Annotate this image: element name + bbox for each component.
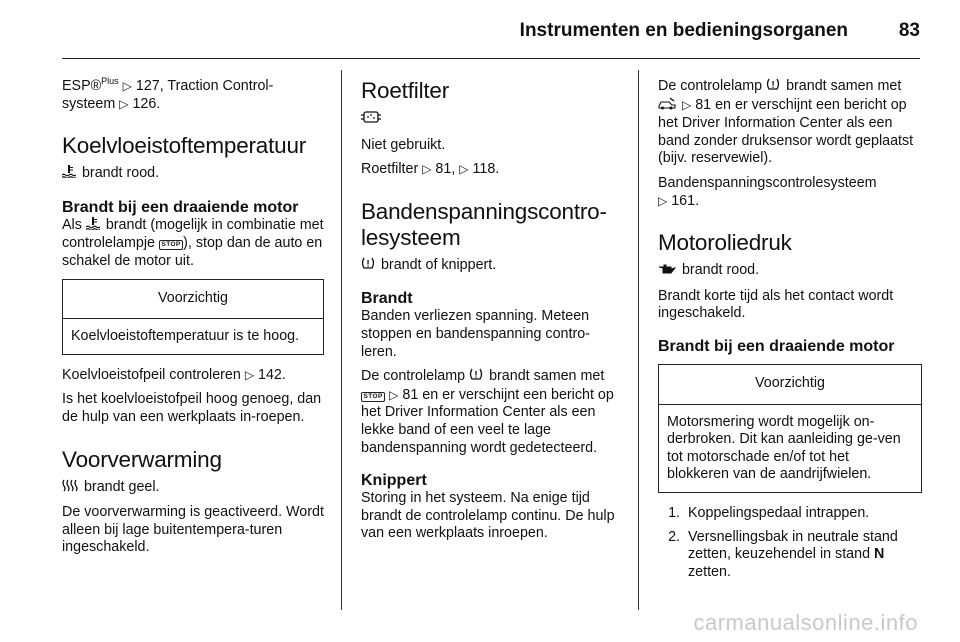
column-middle xyxy=(361,78,623,550)
oil-heading: Motoroliedruk xyxy=(658,230,792,256)
filter-icon-line xyxy=(361,110,623,130)
oil-steps-list xyxy=(658,505,922,581)
tire-pressure-icon xyxy=(766,78,780,97)
coolant-temperature-icon xyxy=(86,217,100,236)
esp-text-rest: 127, Traction Control-systeem xyxy=(62,78,274,112)
tpms-lamp-line xyxy=(361,257,623,276)
filter-text1: Niet gebruikt. xyxy=(361,136,446,153)
tpms-lit-text2 xyxy=(361,368,623,457)
oil-lamp-text: brandt rood. xyxy=(681,262,760,279)
esp-reference xyxy=(62,78,324,113)
tpms-lit-heading: Brandt xyxy=(361,290,413,308)
stop-lamp-icon: STOP xyxy=(361,392,385,402)
tpms-lamp-text: brandt of knippert. xyxy=(380,256,497,273)
tire-pressure-icon xyxy=(469,368,483,387)
preheat-lamp-line xyxy=(62,479,324,498)
filter-ref-2: 118. xyxy=(472,161,500,178)
coolant-instruction xyxy=(62,217,324,271)
tpms-lit-text2b: brandt samen met xyxy=(489,368,605,385)
list-item: 1. Koppelingspedaal intrappen. xyxy=(684,505,922,523)
coolant-warning-box xyxy=(62,279,324,355)
column-divider-left xyxy=(341,70,342,610)
stop-lamp-icon: STOP xyxy=(159,240,183,250)
tpms-ref-para xyxy=(658,175,922,210)
tpms-flash-text: Storing in het systeem. Na enige tijd brandt de controlelamp continu. De hulp van een werkplaats inroepen. xyxy=(361,490,615,542)
warning-title: Voorzichtig xyxy=(63,280,323,320)
filter-heading: Roetfilter xyxy=(361,78,450,103)
filter-ref-line xyxy=(361,161,623,179)
watermark: carmanualsonline.info xyxy=(693,610,918,635)
page-ref-arrow-icon: ▷ xyxy=(119,96,129,111)
column-left xyxy=(62,78,324,564)
esp-plus-sup: Plus xyxy=(101,76,119,87)
tpms-heading: Bandenspanningscontro-lesysteem xyxy=(361,198,607,250)
step2-text: Versnellingsbak in neutrale stand zetten, keuzehendel in stand xyxy=(688,528,898,563)
esp-text: ESP® xyxy=(62,78,102,94)
page-ref-arrow-icon: ▷ xyxy=(459,162,469,177)
coolant-instruction-b: brandt (mogelijk in combinatie met controlelampje xyxy=(62,216,324,252)
particle-filter-icon xyxy=(361,110,381,130)
column-divider-right xyxy=(638,70,639,610)
coolant-heading: Koelvloeistoftemperatuur xyxy=(62,133,307,159)
coolant-lamp-line xyxy=(62,165,324,184)
preheating-coil-icon xyxy=(62,479,78,498)
coolant-lamp-text: brandt rood. xyxy=(81,165,160,182)
oil-can-icon xyxy=(658,263,676,281)
preheat-lamp-text: brandt geel. xyxy=(83,478,160,495)
oil-text: Brandt korte tijd als het contact wordt ingeschakeld. xyxy=(658,287,894,322)
filter-ref-text: Roetfilter xyxy=(361,161,419,178)
page-ref-arrow-icon: ▷ xyxy=(658,193,668,208)
preheat-text: De voorverwarming is geactiveerd. Wordt alleen bij lage buitentempera-turen ingeschakeld. xyxy=(62,504,324,556)
coolant-temperature-icon xyxy=(62,165,76,184)
step2-end: zetten. xyxy=(688,563,731,580)
column-right xyxy=(658,78,922,587)
service-vehicle-icon xyxy=(658,97,676,116)
tpms-lit-text2c: 81 en er verschijnt een bericht op het Driver Information Center als een lekke band of een veel te lage bandenspanning wordt gedetecteerd. xyxy=(361,386,614,456)
coolant-instruction-a: Als xyxy=(62,216,82,233)
warning-text: Motorsmering wordt mogelijk on-derbroken. Dit kan aanleiding ge-ven tot motorschade en/of tot het blokkeren van de aandrijfwielen. xyxy=(667,413,901,483)
page-ref-arrow-icon: ▷ xyxy=(422,162,432,177)
warning-title: Voorzichtig xyxy=(659,365,921,405)
list-item xyxy=(684,529,922,582)
spare-para-c: 81 en er verschijnt een bericht op het Driver Information Center als een band zonder druksensor wordt geplaatst (bijv. reservewiel). xyxy=(658,96,914,167)
page-ref-arrow-icon: ▷ xyxy=(389,387,399,402)
page-ref-arrow-icon: ▷ xyxy=(122,79,132,93)
oil-warning-box xyxy=(658,364,922,493)
page-ref-arrow-icon: ▷ xyxy=(681,97,692,112)
traction-ref: 126. xyxy=(132,95,161,112)
tpms-flash-heading: Knippert xyxy=(361,472,427,490)
spare-para-a: De controlelamp xyxy=(658,78,763,94)
warning-text: Koelvloeistoftemperatuur is te hoog. xyxy=(71,328,300,345)
coolant-subheading: Brandt bij een draaiende motor xyxy=(62,198,299,216)
spare-wheel-para xyxy=(658,78,922,168)
page-title: Instrumenten en bedieningsorganen xyxy=(519,20,848,41)
coolant-check-ref: 142. xyxy=(258,366,286,383)
coolant-instruction-c: ), stop dan de auto en schakel de motor uit. xyxy=(62,235,323,269)
tpms-lit-text2a: De controlelamp xyxy=(361,368,466,385)
tpms-ref-page: 161. xyxy=(671,192,700,209)
oil-subheading: Brandt bij een draaiende motor xyxy=(658,337,895,355)
tpms-ref-text: Bandenspanningscontrolesysteem xyxy=(658,174,877,191)
preheat-heading: Voorverwarming xyxy=(62,446,222,472)
step2-gear: N xyxy=(874,546,885,563)
spare-para-b: brandt samen met xyxy=(786,78,902,94)
coolant-advice: Is het koelvloeistofpeil hoog genoeg, dan de hulp van een werkplaats in-roepen. xyxy=(62,391,322,425)
coolant-check-text: Koelvloeistofpeil controleren xyxy=(62,366,241,383)
oil-lamp-line xyxy=(658,262,922,281)
filter-ref-1: 81, xyxy=(435,161,456,178)
tire-pressure-icon xyxy=(361,257,375,276)
page-ref-arrow-icon: ▷ xyxy=(244,367,255,382)
coolant-check-line xyxy=(62,367,324,385)
tpms-lit-text: Banden verliezen spanning. Meteen stoppen en bandenspanning contro-leren. xyxy=(361,308,590,360)
page-number: 83 xyxy=(898,20,920,41)
page-header xyxy=(62,0,920,59)
